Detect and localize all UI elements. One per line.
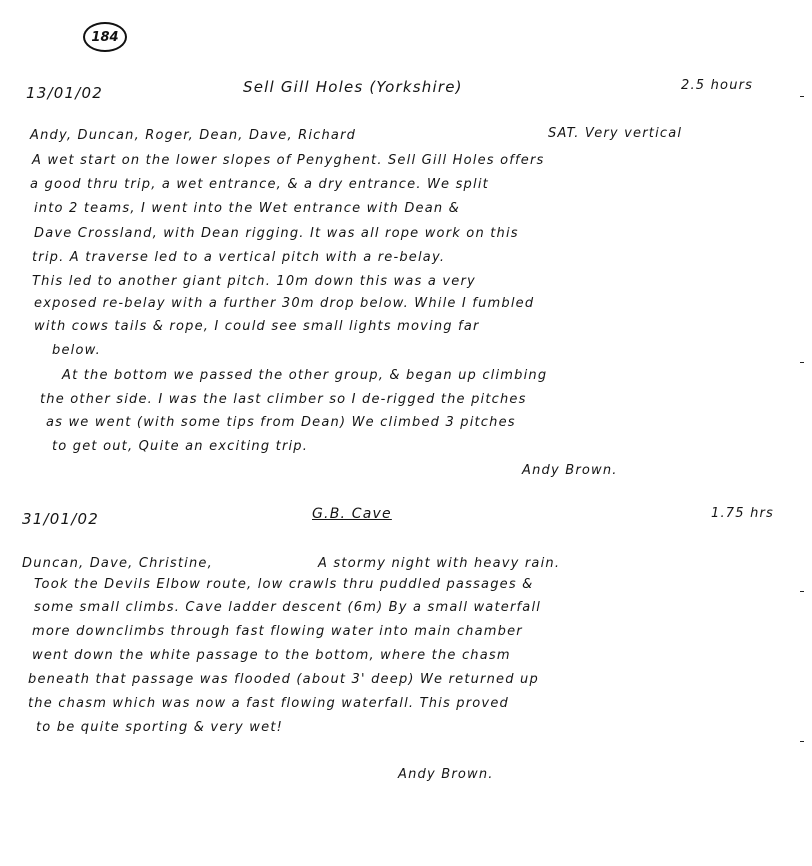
entry-signature: Andy Brown. xyxy=(522,463,618,478)
entry-line: a good thru trip, a wet entrance, & a dry entrance. We split xyxy=(30,177,489,192)
entry-line: beneath that passage was flooded (about 3' deep) We returned up xyxy=(28,672,539,687)
page-number: 184 xyxy=(83,22,127,52)
entry-day-note: SAT. Very vertical xyxy=(548,126,683,141)
entry-line: A wet start on the lower slopes of Penyghent. Sell Gill Holes offers xyxy=(32,153,545,168)
entry-duration: 1.75 hrs xyxy=(711,506,775,521)
entry-day-note: A stormy night with heavy rain. xyxy=(318,556,561,571)
scan-mark xyxy=(800,591,804,592)
entry-title: Sell Gill Holes (Yorkshire) xyxy=(243,78,463,96)
scan-mark xyxy=(800,741,804,742)
entry-line: This led to another giant pitch. 10m down this was a very xyxy=(32,274,476,289)
entry-line: went down the white passage to the bottom, where the chasm xyxy=(32,648,511,663)
entry-line: as we went (with some tips from Dean) We climbed 3 pitches xyxy=(46,415,516,430)
scan-mark xyxy=(800,362,804,363)
entry-line: At the bottom we passed the other group, & began up climbing xyxy=(62,368,548,383)
entry-title: G.B. Cave xyxy=(312,506,392,522)
entry-line: Dave Crossland, with Dean rigging. It was all rope work on this xyxy=(34,226,519,241)
entry-line: below. xyxy=(52,343,101,358)
entry-line: the other side. I was the last climber so I de-rigged the pitches xyxy=(40,392,527,407)
entry-line: to get out, Quite an exciting trip. xyxy=(52,439,309,454)
entry-party: Duncan, Dave, Christine, xyxy=(22,556,213,571)
entry-line: some small climbs. Cave ladder descent (6m) By a small waterfall xyxy=(34,600,542,615)
entry-line: exposed re-belay with a further 30m drop below. While I fumbled xyxy=(34,296,535,311)
entry-date: 31/01/02 xyxy=(22,510,99,528)
entry-line: into 2 teams, I went into the Wet entrance with Dean & xyxy=(34,201,461,216)
scan-mark xyxy=(800,96,804,97)
entry-line: more downclimbs through fast flowing water into main chamber xyxy=(32,624,523,639)
entry-date: 13/01/02 xyxy=(26,84,103,102)
entry-line: trip. A traverse led to a vertical pitch with a re-belay. xyxy=(32,250,446,265)
entry-line: Took the Devils Elbow route, low crawls thru puddled passages & xyxy=(34,577,534,592)
entry-signature: Andy Brown. xyxy=(398,767,494,782)
entry-line: the chasm which was now a fast flowing waterfall. This proved xyxy=(28,696,509,711)
entry-duration: 2.5 hours xyxy=(681,78,754,93)
entry-party: Andy, Duncan, Roger, Dean, Dave, Richard xyxy=(30,128,357,143)
entry-line: with cows tails & rope, I could see small lights moving far xyxy=(34,319,480,334)
entry-line: to be quite sporting & very wet! xyxy=(36,720,284,735)
